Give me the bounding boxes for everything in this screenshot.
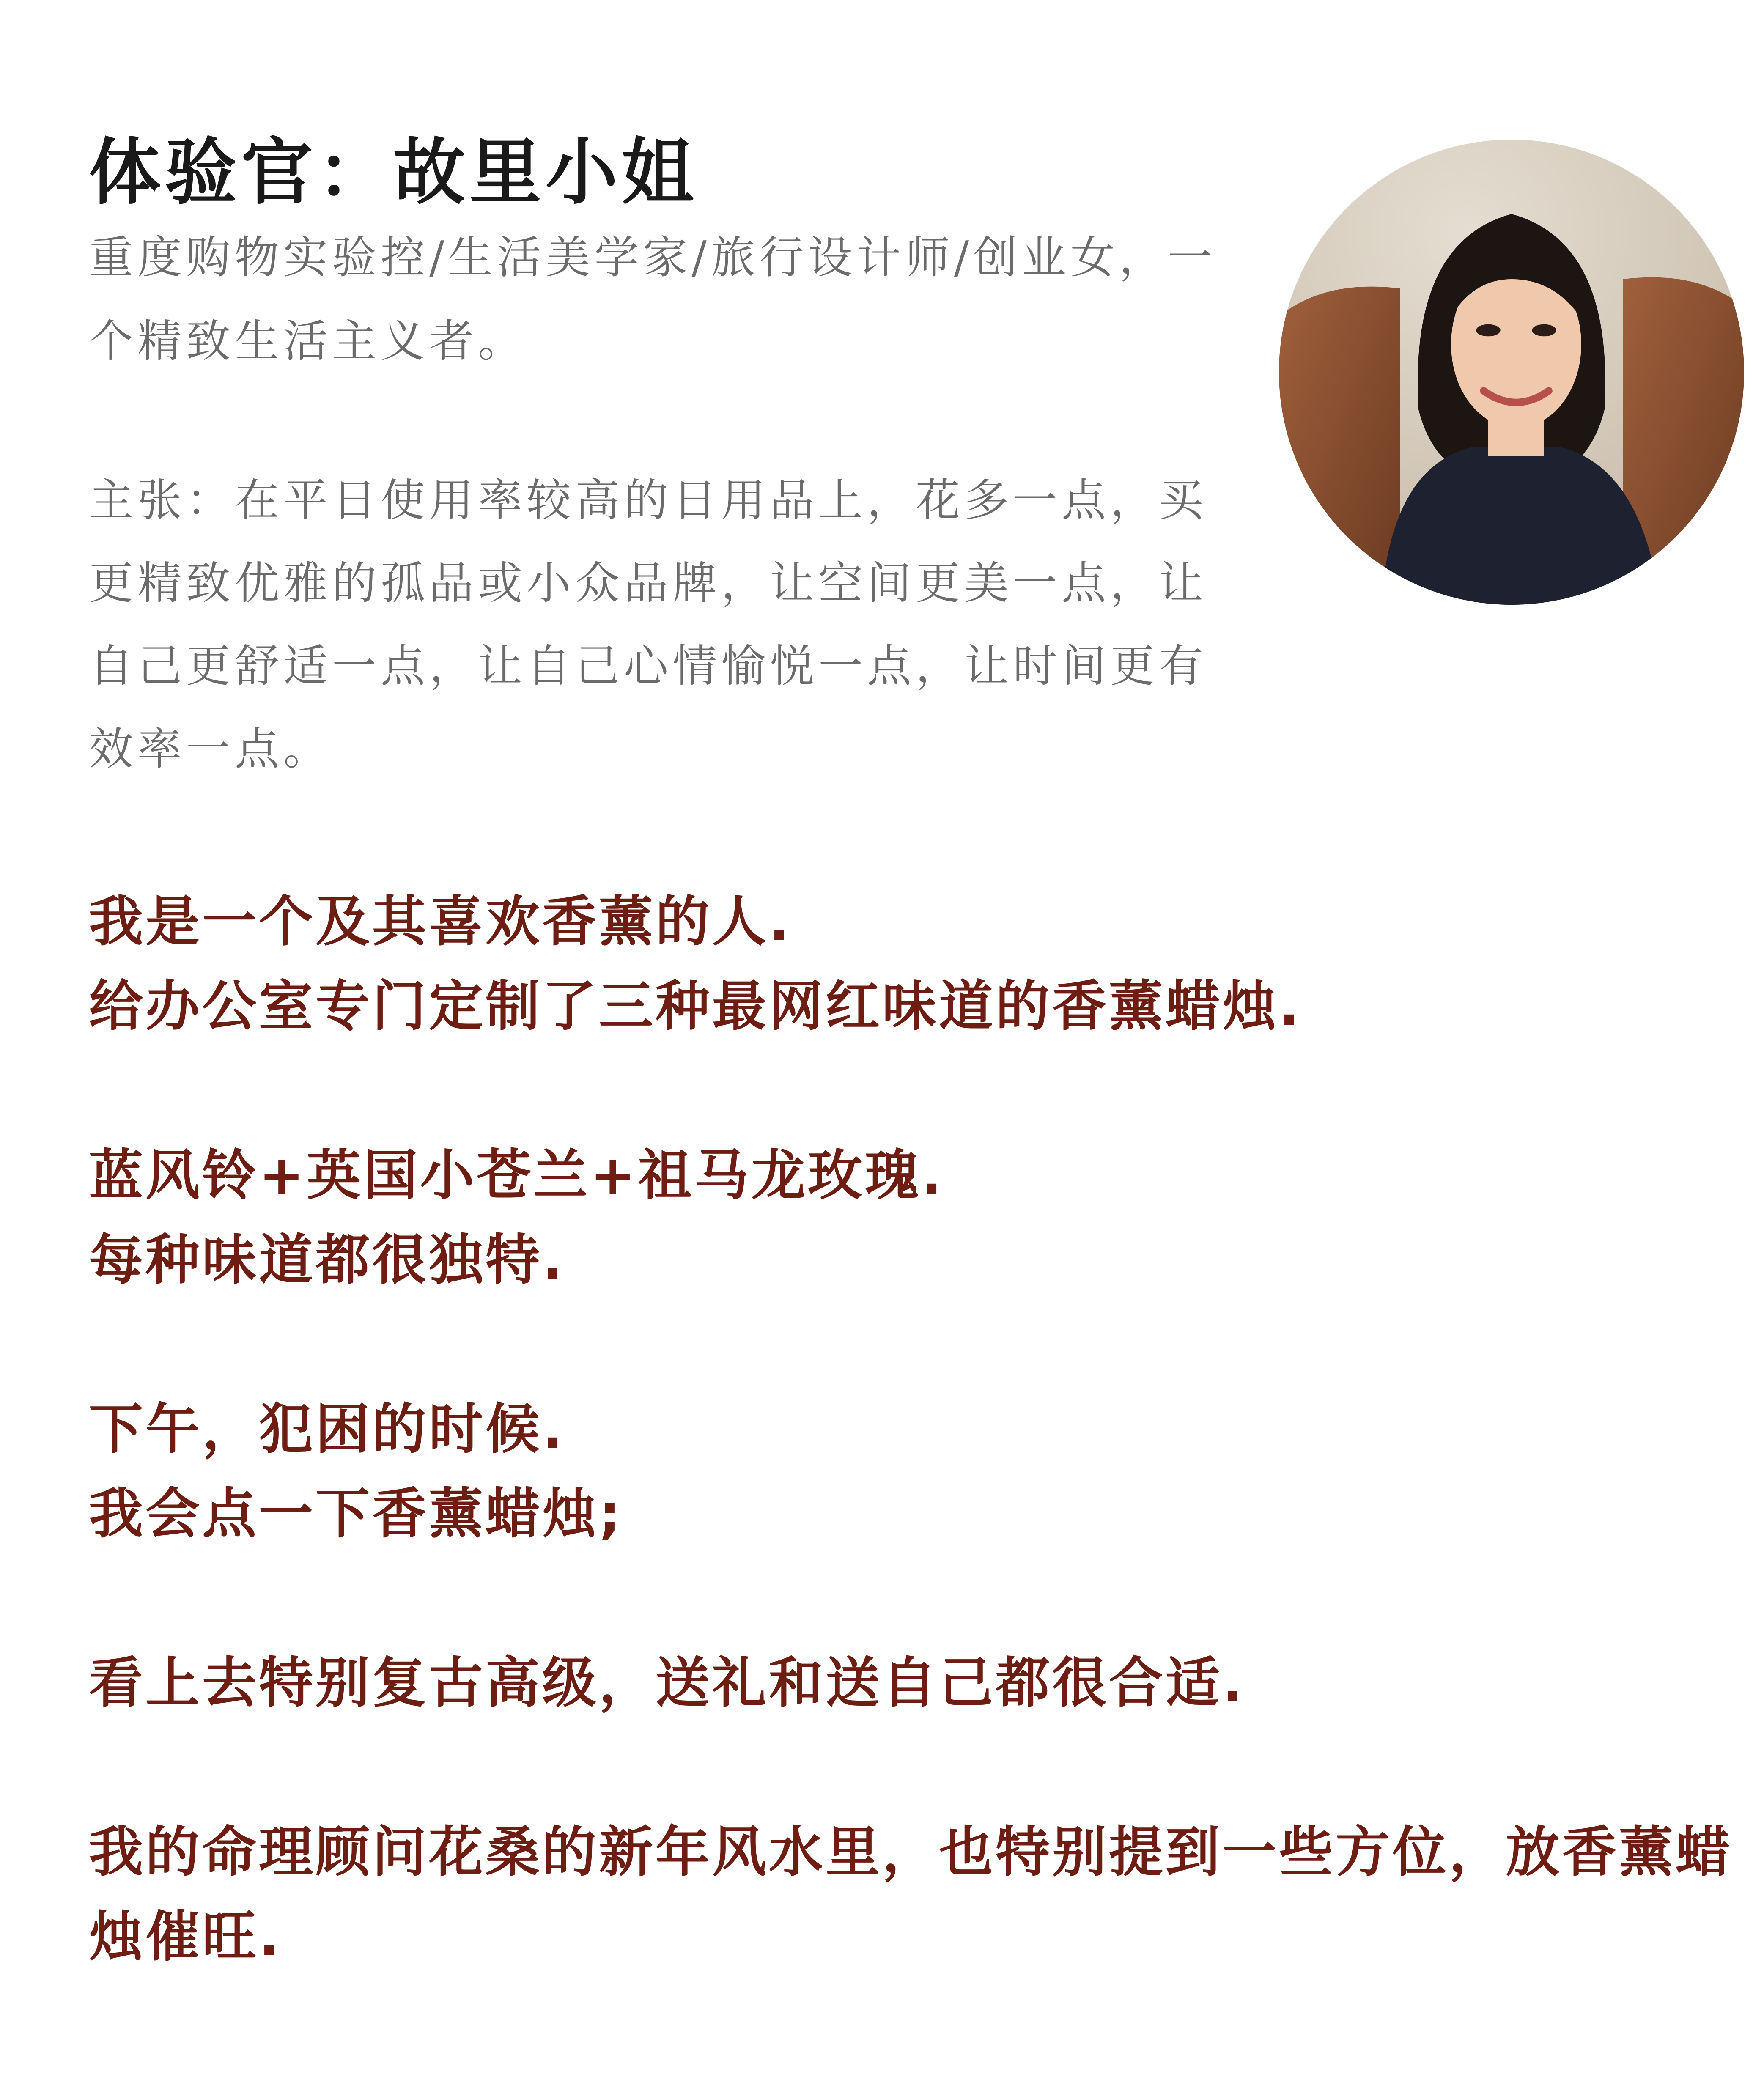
body-text bbox=[89, 880, 1738, 1979]
profile-claim: 主张：在平日使用率较高的日用品上，花多一点，买更精致优雅的孤品或小众品牌，让空间更美一点，让自己更舒适一点，让自己心情愉悦一点，让时间更有效率一点。 bbox=[89, 475, 1208, 775]
body-line: 我是一个及其喜欢香薰的人. bbox=[89, 890, 792, 953]
avatar bbox=[1279, 140, 1744, 605]
body-line: 看上去特别复古高级，送礼和送自己都很合适. bbox=[89, 1652, 1245, 1715]
profile-subtitle: 重度购物实验控/生活美学家/旅行设计师/创业女，一个精致生活主义者。 bbox=[89, 232, 1217, 367]
body-line: 给办公室专门定制了三种最网红味道的香薰蜡烛. bbox=[89, 975, 1302, 1038]
page-title: 体验官：故里小姐 bbox=[89, 130, 698, 214]
body-line: 下午，犯困的时候. bbox=[89, 1398, 565, 1461]
body-paragraph: 我的命理顾问花桑的新年风水里，也特别提到一些方位，放香薰蜡烛催旺. bbox=[89, 1821, 1733, 1968]
profile-photo-icon bbox=[1279, 140, 1744, 605]
body-line: 每种味道都很独特. bbox=[89, 1229, 565, 1292]
body-line: 蓝风铃+英国小苍兰+祖马龙玫瑰. bbox=[89, 1144, 945, 1207]
body-line: 我会点一下香薰蜡烛; bbox=[89, 1482, 623, 1545]
